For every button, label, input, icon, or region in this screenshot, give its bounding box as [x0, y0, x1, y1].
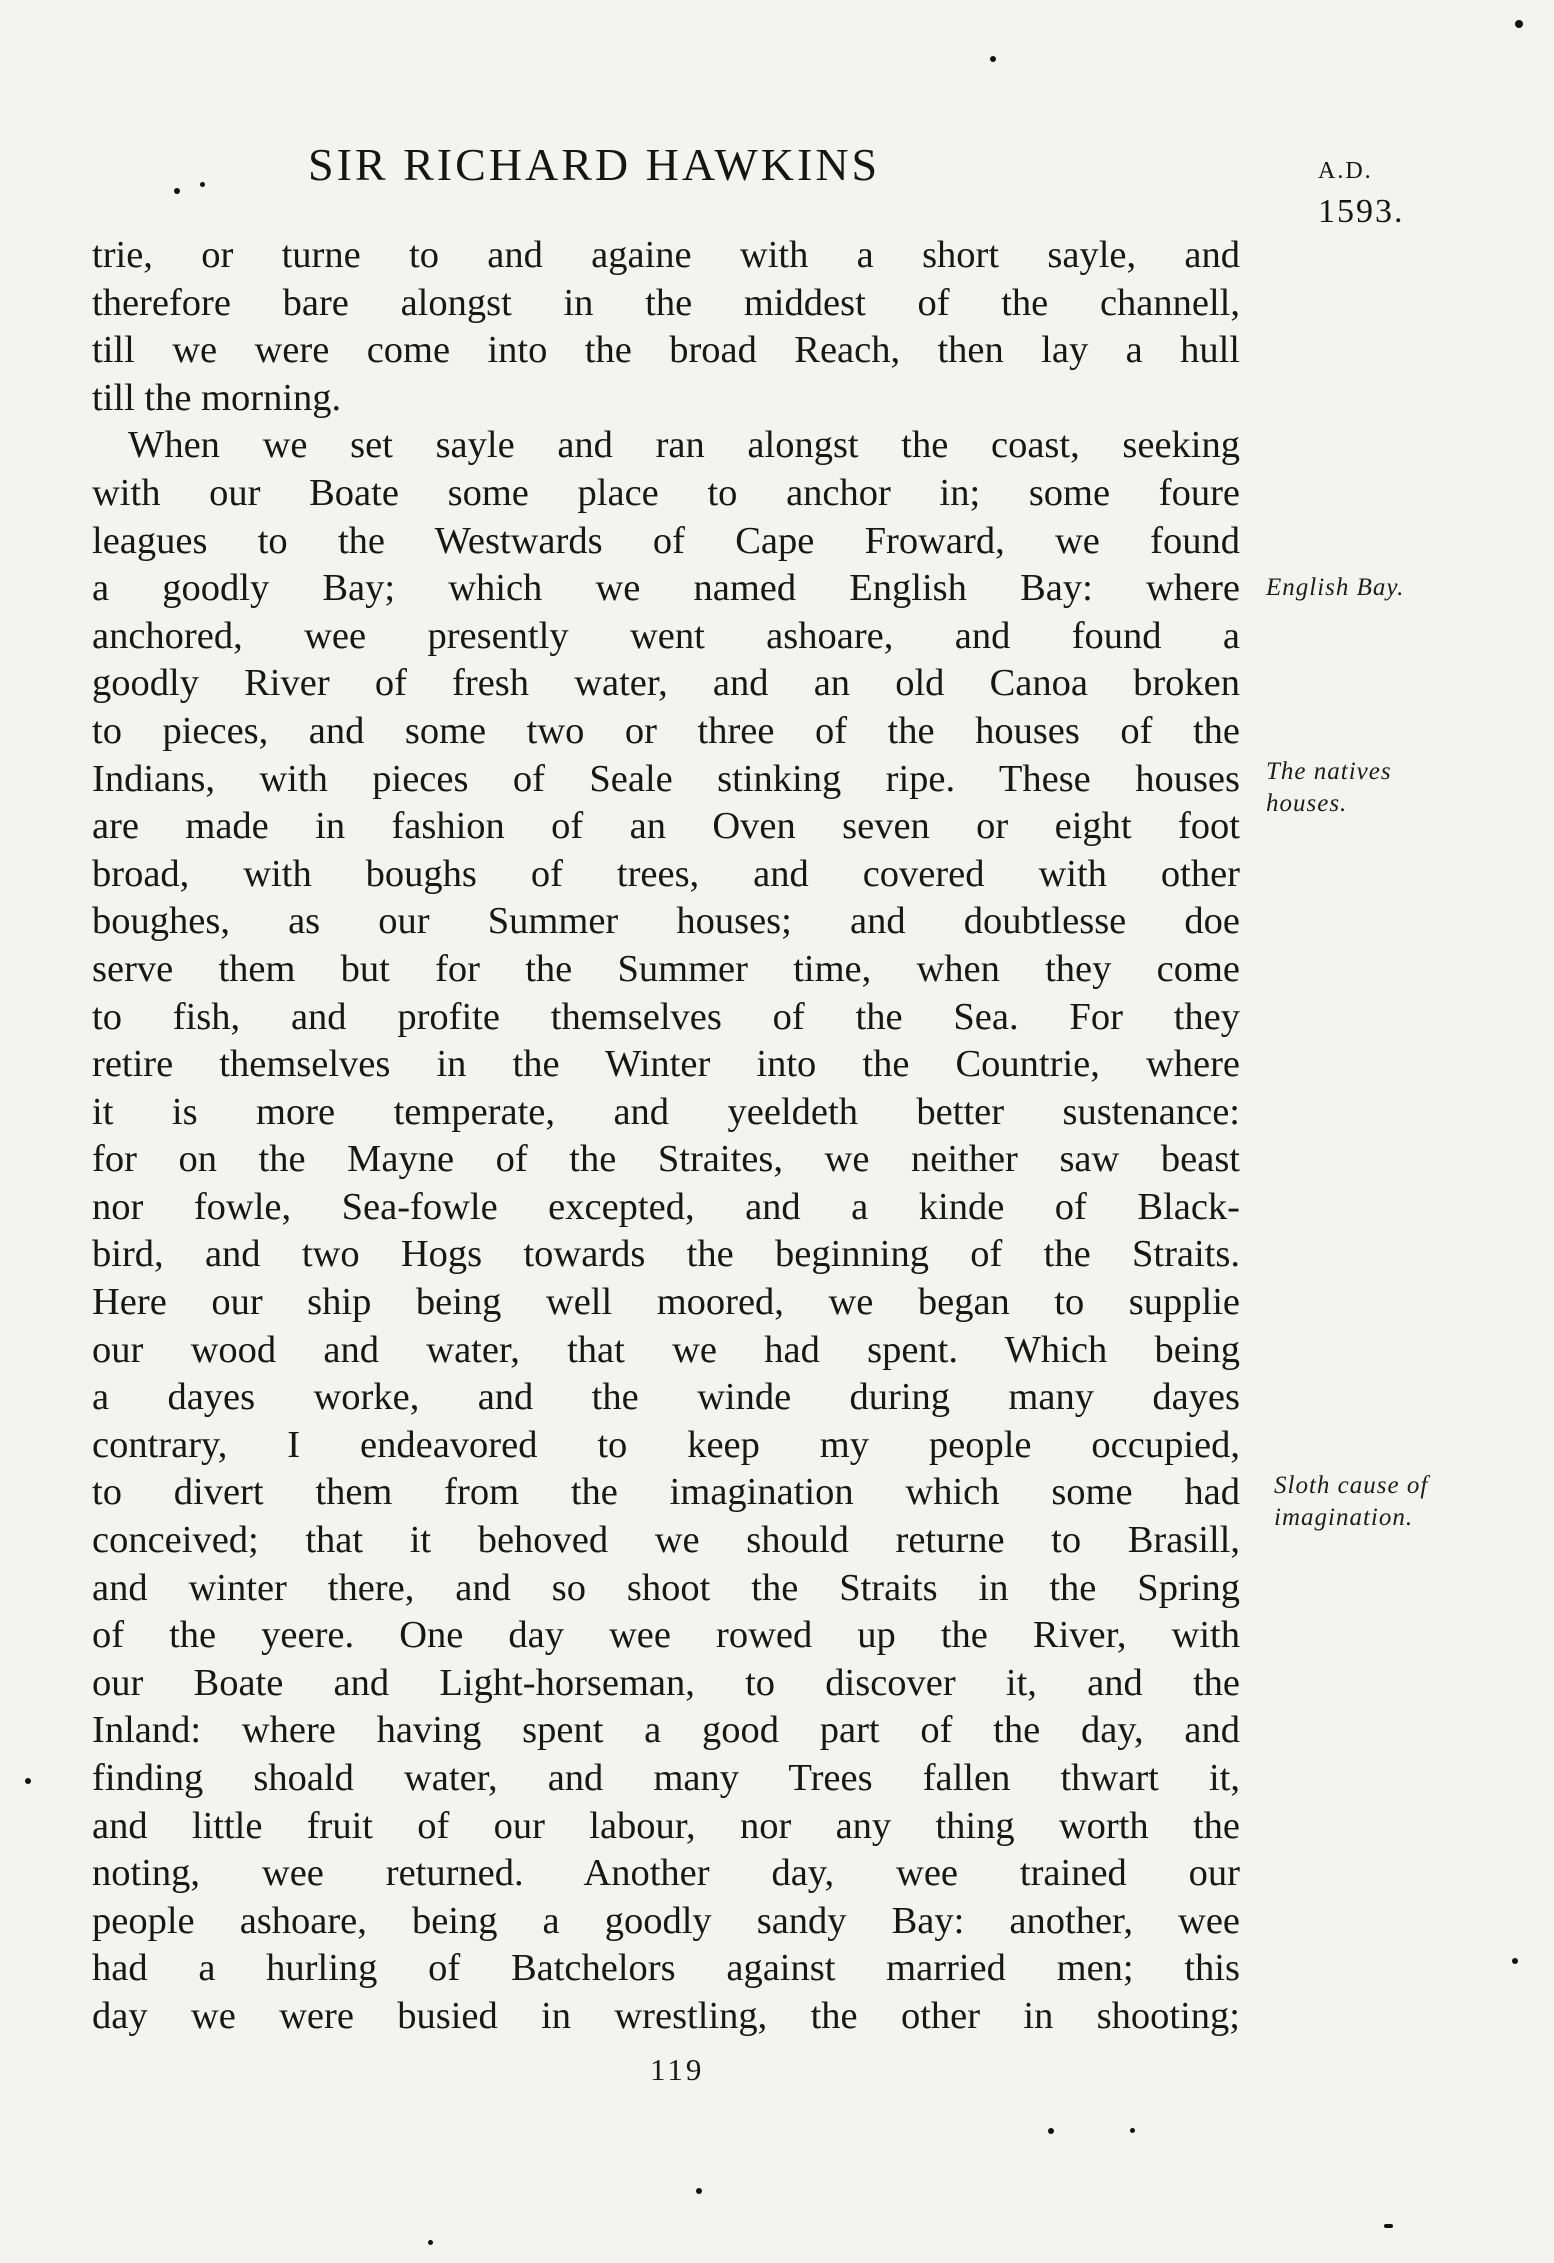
sidenote-english-bay: English Bay. [1266, 574, 1405, 601]
speck-mark [696, 2188, 702, 2194]
sidenote-line: Sloth cause of [1274, 1472, 1429, 1499]
speck-mark [174, 188, 180, 194]
text-line: it is more temperate, and yeeldeth better sustenance: [92, 1090, 1240, 1133]
speck-mark [1515, 20, 1523, 28]
text-line: people ashoare, being a goodly sandy Bay: another, wee [92, 1899, 1240, 1942]
running-title: SIR RICHARD HAWKINS [308, 139, 881, 190]
text-line: Inland: where having spent a good part of the day, and [92, 1709, 1240, 1752]
text-line: of the yeere. One day wee rowed up the River, with [92, 1614, 1240, 1657]
page-number: 119 [650, 2052, 705, 2087]
text-line: our wood and water, that we had spent. Which being [92, 1328, 1240, 1371]
sidenote-line: The natives [1266, 758, 1392, 785]
text-line: to divert them from the imagination which some had [92, 1471, 1240, 1514]
speck-mark [990, 56, 996, 62]
text-line: noting, wee returned. Another day, wee trained our [92, 1852, 1240, 1895]
text-line: Indians, with pieces of Seale stinking ripe. These houses [92, 757, 1240, 800]
text-line: for on the Mayne of the Straites, we neither saw beast [92, 1138, 1240, 1181]
speck-mark [1048, 2128, 1054, 2134]
text-line: Here our ship being well moored, we began to supplie [92, 1281, 1240, 1324]
text-line: to pieces, and some two or three of the houses of the [92, 709, 1240, 752]
text-line: leagues to the Westwards of Cape Froward, we found [92, 519, 1240, 562]
text-line: and little fruit of our labour, nor any thing worth the [92, 1804, 1240, 1847]
text-line: finding shoald water, and many Trees fallen thwart it, [92, 1757, 1240, 1799]
ad-label: A.D. [1318, 158, 1373, 184]
text-line: to fish, and profite themselves of the Sea. For they [92, 995, 1240, 1038]
speck-mark [25, 1778, 31, 1784]
speck-mark [200, 182, 205, 187]
speck-mark [1512, 1958, 1518, 1964]
text-line: till we were come into the broad Reach, then lay a hull [92, 329, 1240, 372]
text-line: day we were busied in wrestling, the other in shooting; [92, 1994, 1240, 2037]
text-line: and winter there, and so shoot the Straits in the Spring [92, 1566, 1240, 1609]
text-line: bird, and two Hogs towards the beginning of the Straits. [92, 1233, 1240, 1276]
text-line: are made in fashion of an Oven seven or eight foot [92, 805, 1240, 848]
text-line: boughes, as our Summer houses; and doubtlesse doe [92, 900, 1240, 943]
text-line: therefore bare alongst in the middest of the channell, [92, 281, 1240, 324]
sidenote-sloth [1274, 1470, 1428, 1534]
text-line: nor fowle, Sea-fowle excepted, and a kinde of Black- [92, 1185, 1240, 1228]
text-line: contrary, I endeavored to keep my people occupied, [92, 1423, 1240, 1466]
speck-mark [1384, 2224, 1393, 2228]
year-margin [1318, 158, 1405, 231]
text-line: serve them but for the Summer time, when they come [92, 947, 1240, 990]
text-line: anchored, wee presently went ashoare, and found a [92, 614, 1240, 657]
speck-mark [428, 2240, 433, 2245]
sidenote-line: houses. [1266, 790, 1348, 817]
text-line: our Boate and Light-horseman, to discover it, and the [92, 1661, 1240, 1704]
text-line: a dayes worke, and the winde during many dayes [92, 1376, 1240, 1419]
body-text [92, 232, 1240, 2041]
sidenote-natives-houses [1266, 756, 1392, 820]
text-line: trie, or turne to and againe with a short sayle, and [92, 234, 1240, 276]
text-line: goodly River of fresh water, and an old Canoa broken [92, 662, 1240, 705]
text-line: When we set sayle and ran alongst the coast, seeking [128, 424, 1240, 467]
speck-mark [1130, 2128, 1135, 2133]
text-line: a goodly Bay; which we named English Bay: where [92, 567, 1240, 610]
text-line: till the morning. [92, 376, 342, 419]
year-label: 1593. [1318, 193, 1405, 230]
text-line: conceived; that it behoved we should returne to Brasill, [92, 1519, 1240, 1562]
text-line: had a hurling of Batchelors against married men; this [92, 1947, 1240, 1990]
text-line: retire themselves in the Winter into the Countrie, where [92, 1043, 1240, 1086]
text-line: broad, with boughs of trees, and covered with other [92, 852, 1240, 895]
text-line: with our Boate some place to anchor in; some foure [92, 471, 1240, 514]
sidenote-line: imagination. [1274, 1504, 1414, 1531]
